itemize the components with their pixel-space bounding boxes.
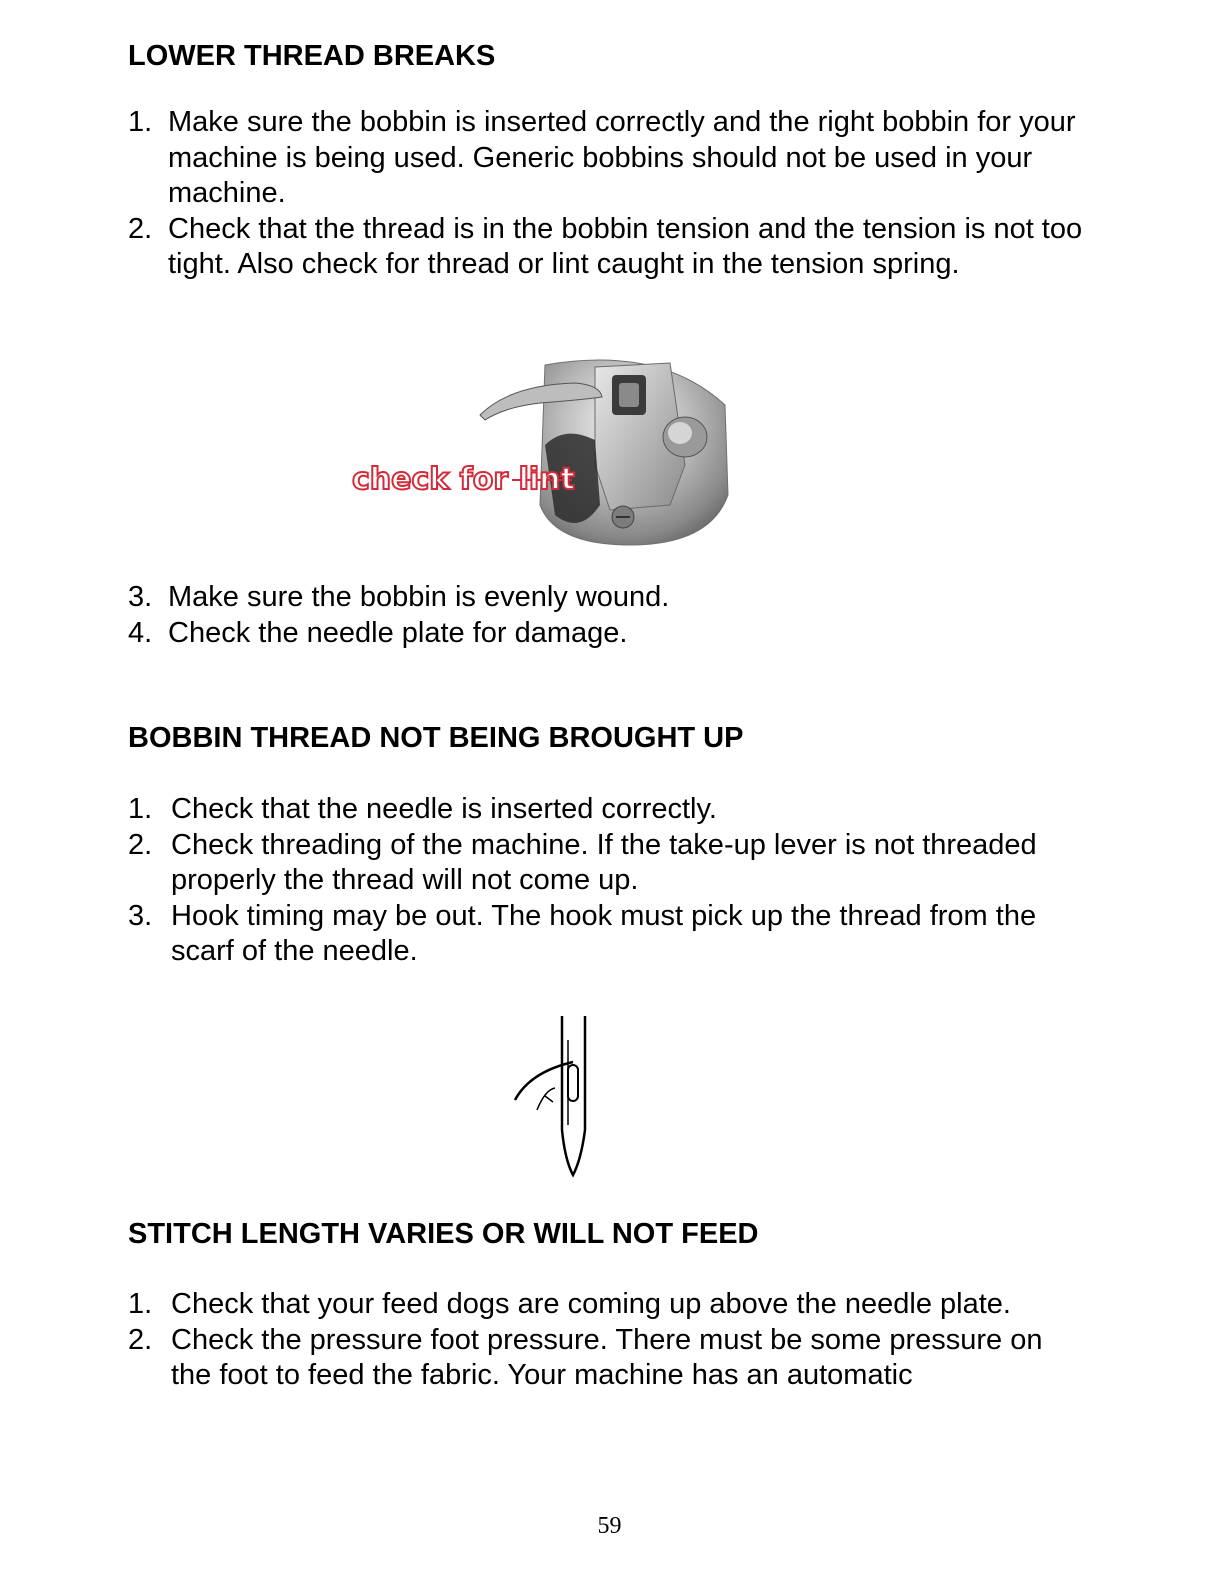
section-heading-stitch-length: STITCH LENGTH VARIES OR WILL NOT FEED [128,1218,759,1250]
step-number: 2. [128,1323,153,1356]
step-text: Check the pressure foot pressure. There must be some pressure on the foot to feed the fabric. Your machine has an automatic [171,1323,1043,1391]
step-text: Check that the thread is in the bobbin tension and the tension is not too tight. Also check for thread or lint caught in the tension spring. [168,212,1083,280]
step-text: Hook timing may be out. The hook must pick up the thread from the scarf of the needle. [171,899,1037,967]
step-number: 2. [128,212,153,245]
section-heading-lower-thread-breaks: LOWER THREAD BREAKS [128,40,496,72]
list-item [128,1323,1088,1394]
step-text: Make sure the bobbin is evenly wound. [168,581,670,613]
step-text: Check threading of the machine. If the take-up lever is not threaded properly the thread will not come up. [171,828,1037,896]
page-number: 59 [597,1513,622,1539]
stitch-length-steps [128,1287,1088,1394]
section-heading-bobbin-thread: BOBBIN THREAD NOT BEING BROUGHT UP [128,722,744,754]
step-number: 3. [128,899,153,932]
lower-thread-steps-continued [128,580,1088,651]
bobbin-thread-steps [128,792,1088,970]
step-number: 2. [128,828,153,861]
list-item [128,792,1088,828]
list-item [128,580,1088,616]
step-number: 1. [128,106,153,138]
list-item [128,616,1088,652]
bobbin-case-figure [340,345,740,555]
step-text: Check that the needle is inserted correctly. [171,793,717,825]
step-number: 3. [128,581,153,613]
step-text: Check the needle plate for damage. [168,616,628,649]
step-number: 4. [128,616,153,649]
lower-thread-steps [128,105,1088,283]
check-for-lint-label: check for lint [352,462,575,497]
step-number: 1. [128,1288,153,1320]
list-item [128,1287,1088,1323]
needle-hook-figure [505,1010,615,1180]
bobbin-case-illustration-icon [340,345,740,555]
step-text: Check that your feed dogs are coming up above the needle plate. [171,1288,1011,1320]
step-number: 1. [128,793,153,825]
step-text: Make sure the bobbin is inserted correctly and the right bobbin for your machine is being used. Generic bobbins should not be used in your machine. [168,106,1076,209]
list-item [128,105,1088,212]
list-item [128,212,1088,283]
needle-and-hook-illustration-icon [505,1010,615,1180]
list-item [128,828,1088,899]
list-item [128,899,1088,970]
